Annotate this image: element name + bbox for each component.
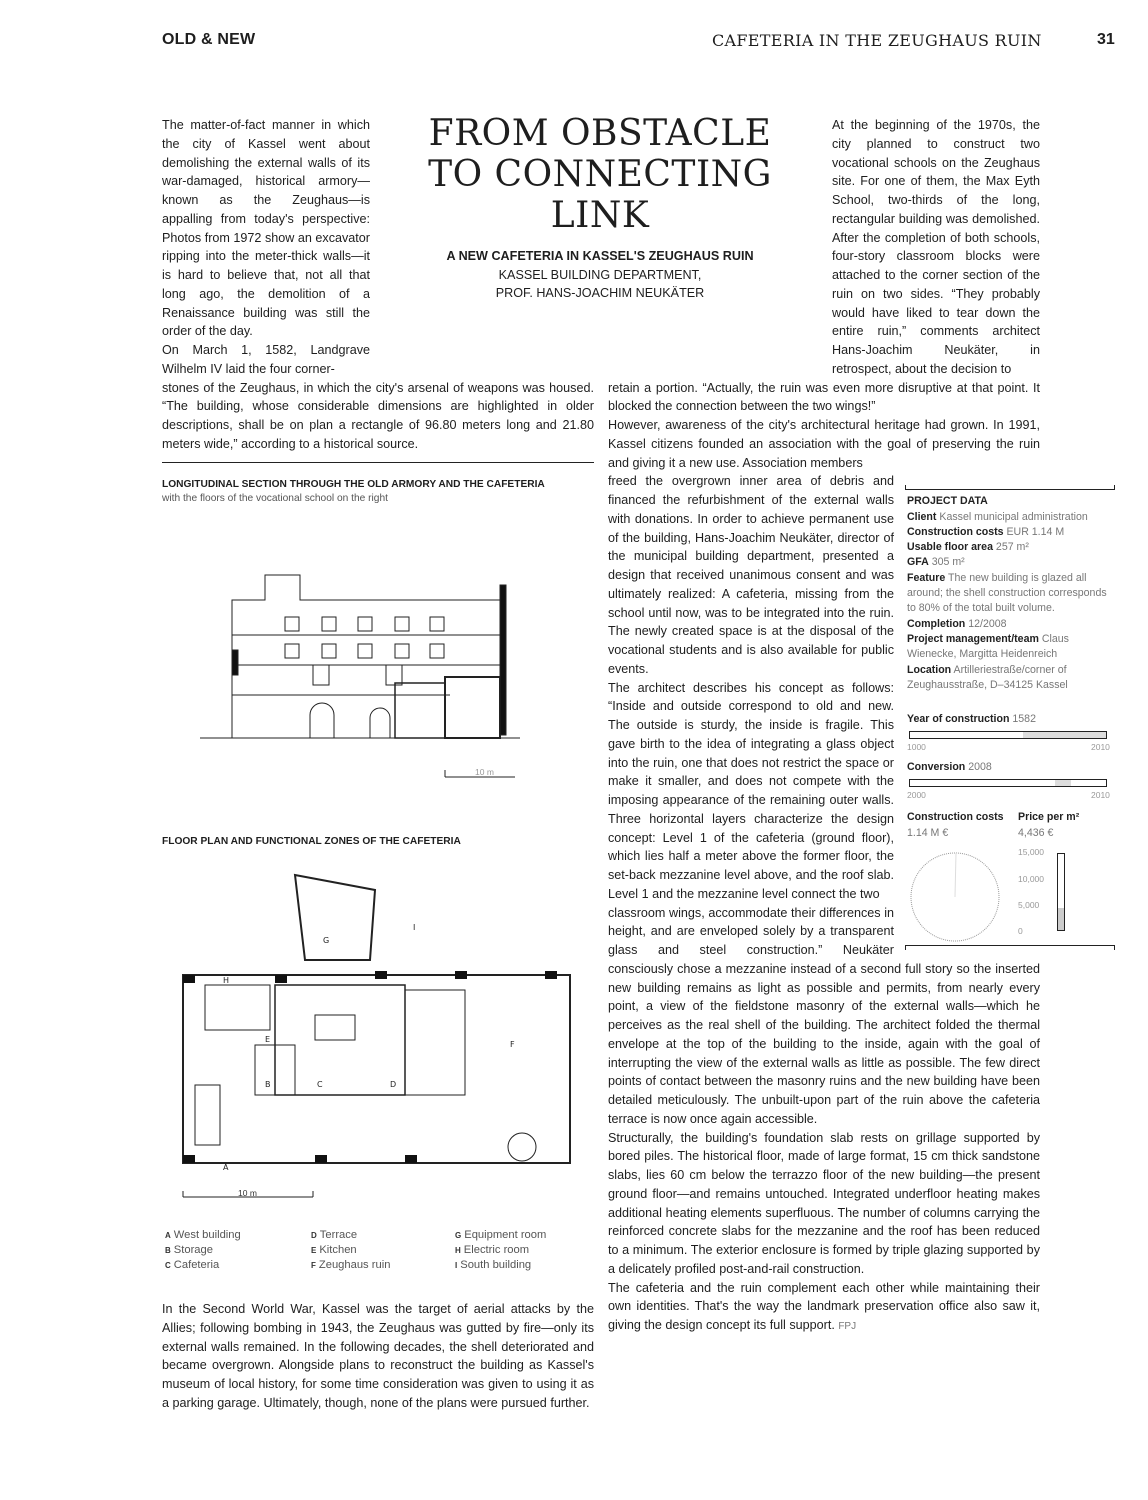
tick-label: 2010 [1091,790,1110,801]
floor-plan-drawing [175,865,595,1205]
conversion-marker [1055,780,1071,786]
paragraph: freed the overgrown inner area of debris and financed the refurbishment of the external walls with donations. In order to achieve permanent use of the building, Hans-Joachim Neukäter, director of the municipal building department, presented a design that received unanimous consent and was ultimately realized: A cafeteria, missing from the school until now, was to be integrated into the ruin. The newly created space is at the disposal of the vocational students and is also available for public events. [608,474,894,676]
legend-item: F Zeughaus ruin [311,1259,391,1271]
legend-item: C Cafeteria [165,1259,220,1271]
plan-label: I [413,923,416,932]
plan-label: C [317,1080,323,1089]
legend-item: I South building [455,1259,532,1271]
bottom-left-paragraph: In the Second World War, Kassel was the target of aerial attacks by the Allies; following bombing in 1943, the Zeughaus was gutted by fire—only its external walls remained. In the following decades, the shell deteriorated and became overgrown. Alongside plans to reconstruct the building as Kassel's museum of local history, for some time consideration was given to using it as a parking garage. Ultimately, though, none of the plans were pursued further. [162,1302,594,1410]
author-signature: FPJ [838,1321,857,1332]
right-long-column [608,904,1040,1337]
intro-left-column [162,116,370,379]
intro-right-column: At the beginning of the 1970s, the city planned to construct two vocational schools on the Zeughaus site. For one of them, the Max Eyth School, two-thirds of the long, rectangular building was demolished. After the completion of both schools, four-story classroom blocks were attached to the corner section of the ruin on two sides. “They probably would have liked to tear down the entire ruin,” comments architect Hans-Joachim Neukäter, in retrospect, about the decision to [832,118,1040,376]
intro-continuation: stones of the Zeughaus, in which the city's arsenal of weapons was housed. “The building, whose considerable dimensions are highlighted in older descriptions, shall be on plan a rectangle of 96.80 meters long and 21.80 meters wide,” according to a historical source. [162,380,594,451]
plan-legend [165,1228,585,1276]
project-data-list: PROJECT DATA Client Kassel municipal administration Construction costs EUR 1.14 M Usable floor area 257 m² GFA 305 m² Feature The new building is glazed all around; the shell construction corresponds to 80% of the total built volume. Completion 12/2008 Project management/team Claus Wienecke, Margitta Heidenreich Location Artilleriestraße/corner of Zeughausstraße, D–34125 Kassel [907,495,1107,691]
year-of-construction: Year of construction 1582 [907,713,1036,726]
caption-title: LONGITUDINAL SECTION THROUGH THE OLD ARMORY AND THE CAFETERIA [162,478,545,490]
paragraph: The architect describes his concept as follows: “Inside and outside correspond to old and new. The outside is sturdy, the inside is fragile. This gave birth to the idea of integrating a glass object into the ruin, one that does not restrict the space or make it smaller, and does not compete with the imposing appearance of the remaining outer walls. Three horizontal layers characterize the design concept: Level 1 of the cafeteria (ground floor), which lies half a meter above the former floor, the set-back mezzanine level above, and the roof slab. Level 1 and the mezzanine level connect the two [608,680,894,901]
tick-label: 10,000 [1018,874,1044,885]
construction-costs-pie [907,850,1007,945]
caption-title: FLOOR PLAN AND FUNCTIONAL ZONES OF THE CAFETERIA [162,836,461,847]
title-line: FROM OBSTACLE [428,113,772,154]
tick-label: 2010 [1091,742,1110,753]
legend-item: G Equipment room [455,1229,547,1241]
plan-label: B [265,1080,271,1089]
tick-label: 15,000 [1018,847,1044,858]
plan-label: D [390,1080,397,1089]
paragraph: The cafeteria and the ruin complement each other while maintaining their own identities. That's the way the landmark preservation office also saw it, giving the design concept its full support. FPJ [608,1280,1040,1332]
legend-item: A West building [165,1229,241,1241]
section-label: OLD & NEW [162,31,256,48]
legend-item: E Kitchen [311,1244,357,1256]
title-line: TO CONNECTING [428,154,772,195]
legend-item: D Terrace [311,1229,358,1241]
author-line: KASSEL BUILDING DEPARTMENT, [498,267,702,282]
right-continuation [608,379,1040,473]
tick-label: 1000 [907,742,926,753]
paragraph: Structurally, the building's foundation slab rests on grillage supported by bored piles. The historical floor, made of large format, 15 cm thick sandstone slabs, lies 60 cm below the terrazzo floor of the new building—the present ground floor—and remains untouched. Integrated underfloor heating makes additional heating elements superfluous. The number of columns carrying the reinforced concrete slabs for the mezzanine and the roof has been reduced to a minimum. The exterior enclosure is formed by triple glazing supported by a delicately profiled post-and-rail construction. [608,1130,1040,1276]
conversion: Conversion 2008 [907,761,992,774]
price-per-m2-label: Price per m² 4,436 € [1018,811,1080,839]
plan-label: F [510,1040,515,1049]
plan-label: E [265,1035,271,1044]
plan-scale-label: 10 m [238,1188,257,1198]
plan-label: G [323,936,330,945]
project-data-box [905,485,1115,950]
running-title: CAFETERIA IN THE ZEUGHAUS RUIN [712,31,1042,50]
intro-paragraph-2: On March 1, 1582, Landgrave Wilhelm IV laid the four corner- [162,343,370,376]
construction-costs-chart-label: Construction costs 1.14 M € [907,811,1004,839]
tick-label: 0 [1018,926,1023,937]
author-line: PROF. HANS-JOACHIM NEUKÄTER [495,286,705,300]
paragraph: retain a portion. “Actually, the ruin was even more disruptive at that point. It blocked the connection between the two wings!” [608,380,1040,414]
plan-caption [162,835,461,849]
year-timeline-fill [1023,732,1106,738]
paragraph: classroom wings, accommodate their differences in height, and are enveloped solely by a transparent glass and steel construction.” Neukäter consciously chose a mezzanine instead of a second full story so the inserted new building remains as light as possible and permits, from nearly every point, a view of the fieldstone masonry of the external walls—which he perceives as the real shell of the building. The architect folded the thermal envelope at the top of the building to the inside, again with the goal of interrupting the view of the external walls as little as possible. The few direct points of contact between the masonry ruins and the new building have been detailed meticulously. The unbuilt-upon part of the ruin above the cafeteria terrace is now once again accessible. [608,905,1040,1126]
page-number: 31 [1097,31,1115,48]
section-caption [162,478,594,506]
intro-paragraph: The matter-of-fact manner in which the city of Kassel went about demolishing the external walls of its war-damaged, historical armory—known as the Zeughaus—is appalling from today's perspective: Photos from 1972 show an excavator ripping into the meter-thick walls—it is hard to believe that, not all that long ago, the demolition of a Renaissance building was still the order of the day. [162,118,370,339]
right-text-stack [608,116,1110,1337]
legend-item: H Electric room [455,1244,530,1256]
plan-label: A [223,1163,229,1172]
conversion-timeline-bar [909,779,1107,787]
tick-label: 5,000 [1018,900,1040,911]
longitudinal-section-drawing [200,555,530,790]
section-scale-label: 10 m [475,767,494,777]
title-line: LINK [550,195,650,236]
plan-label: H [223,976,230,985]
price-per-m2-fill [1058,908,1064,930]
article-subtitle: A NEW CAFETERIA IN KASSEL'S ZEUGHAUS RUIN [446,249,754,263]
year-timeline-bar [909,731,1107,739]
tick-label: 2000 [907,790,926,801]
caption-subtitle: with the floors of the vocational school on the right [162,492,388,504]
divider [162,462,594,463]
paragraph: However, awareness of the city's architectural heritage had grown. In 1991, Kassel citizens founded an association with the goal of preserving the ruin and giving it a new use. Association members [608,418,1040,470]
legend-item: B Storage [165,1244,213,1256]
price-per-m2-bar [1057,853,1065,931]
